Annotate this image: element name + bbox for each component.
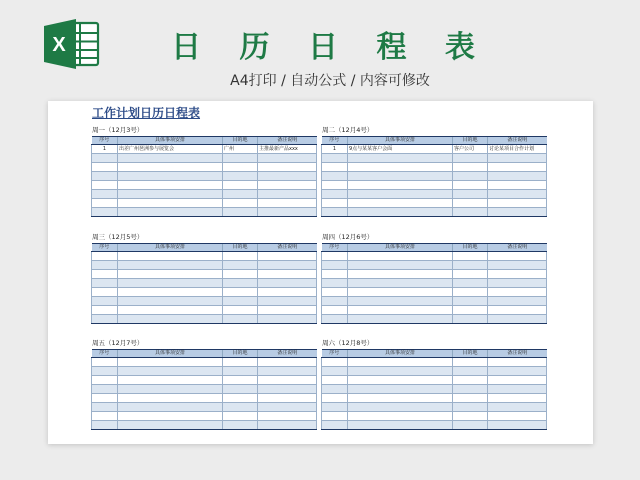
column-header: 备注说明: [488, 137, 547, 145]
table-cell[interactable]: [453, 385, 488, 394]
column-header: 备注说明: [258, 137, 317, 145]
logo-letter: X: [52, 34, 66, 56]
table-cell[interactable]: [348, 154, 453, 163]
table-cell[interactable]: [258, 288, 317, 297]
table-cell[interactable]: [453, 403, 488, 412]
table-cell[interactable]: [258, 279, 317, 288]
table-cell[interactable]: [348, 315, 453, 324]
table-row: [92, 270, 317, 279]
table-cell[interactable]: [322, 403, 348, 412]
schedule-table: [321, 349, 547, 430]
schedule-table: [91, 349, 317, 430]
table-cell[interactable]: [258, 172, 317, 181]
table-cell[interactable]: [348, 367, 453, 376]
table-cell[interactable]: [223, 154, 258, 163]
table-cell[interactable]: [322, 385, 348, 394]
table-cell[interactable]: [322, 421, 348, 430]
table-row: [322, 421, 547, 430]
table-cell[interactable]: [348, 403, 453, 412]
spreadsheet-preview: [48, 101, 593, 444]
table-cell[interactable]: [258, 190, 317, 199]
table-cell[interactable]: [118, 163, 223, 172]
table-row: [322, 163, 547, 172]
schedule-table: [321, 136, 547, 217]
table-cell[interactable]: [118, 154, 223, 163]
table-cell[interactable]: [118, 172, 223, 181]
table-cell[interactable]: [488, 403, 547, 412]
table-row: [92, 172, 317, 181]
table-row: [92, 154, 317, 163]
table-row: [92, 208, 317, 217]
table-cell[interactable]: [488, 199, 547, 208]
table-cell[interactable]: [118, 306, 223, 315]
table-cell[interactable]: [223, 385, 258, 394]
table-row: [92, 412, 317, 421]
table-cell[interactable]: [322, 394, 348, 403]
table-cell[interactable]: [118, 297, 223, 306]
table-cell[interactable]: [223, 403, 258, 412]
table-cell[interactable]: [488, 306, 547, 315]
table-cell[interactable]: 讨论某项目合作计划: [488, 145, 547, 154]
table-cell[interactable]: [223, 199, 258, 208]
table-cell[interactable]: [488, 154, 547, 163]
column-header: 具体事项安排: [348, 350, 453, 358]
table-cell[interactable]: [223, 279, 258, 288]
day-block: [321, 338, 546, 430]
table-cell[interactable]: [92, 421, 118, 430]
table-cell[interactable]: [322, 412, 348, 421]
table-cell[interactable]: [488, 297, 547, 306]
column-header: 序号: [322, 244, 348, 252]
table-cell[interactable]: [348, 288, 453, 297]
column-header: 具体事项安排: [348, 244, 453, 252]
table-cell[interactable]: 9点与某某客户会面: [348, 145, 453, 154]
table-cell[interactable]: [348, 163, 453, 172]
table-cell[interactable]: [92, 190, 118, 199]
table-cell[interactable]: [258, 252, 317, 261]
table-cell[interactable]: [223, 421, 258, 430]
table-cell[interactable]: [258, 403, 317, 412]
table-cell[interactable]: [488, 172, 547, 181]
table-cell[interactable]: [92, 358, 118, 367]
table-cell[interactable]: [223, 261, 258, 270]
table-cell[interactable]: [118, 270, 223, 279]
table-row: [322, 261, 547, 270]
table-row: [92, 403, 317, 412]
table-cell[interactable]: [223, 367, 258, 376]
table-cell[interactable]: [223, 376, 258, 385]
table-cell[interactable]: [348, 412, 453, 421]
table-cell[interactable]: [118, 412, 223, 421]
table-row: [92, 252, 317, 261]
table-row: [322, 154, 547, 163]
table-cell[interactable]: [223, 172, 258, 181]
table-cell[interactable]: [118, 261, 223, 270]
table-cell[interactable]: 主推最新产品xxx: [258, 145, 317, 154]
table-row: [322, 376, 547, 385]
table-cell[interactable]: [348, 421, 453, 430]
table-cell[interactable]: [453, 208, 488, 217]
table-row: [92, 279, 317, 288]
table-row: [92, 261, 317, 270]
table-row: [92, 145, 317, 154]
table-cell[interactable]: [118, 252, 223, 261]
table-cell[interactable]: [453, 358, 488, 367]
table-cell[interactable]: [258, 376, 317, 385]
table-cell[interactable]: [322, 181, 348, 190]
table-cell[interactable]: 出差广州琶洲参与展览会: [118, 145, 223, 154]
table-row: [92, 288, 317, 297]
table-cell[interactable]: [92, 376, 118, 385]
table-cell[interactable]: [223, 208, 258, 217]
table-cell[interactable]: [118, 367, 223, 376]
table-cell[interactable]: [118, 385, 223, 394]
column-header: 序号: [92, 350, 118, 358]
day-label: 周二（12月4号）: [322, 126, 374, 134]
table-cell[interactable]: [92, 288, 118, 297]
table-cell[interactable]: [223, 394, 258, 403]
table-cell[interactable]: [118, 421, 223, 430]
table-cell[interactable]: [223, 358, 258, 367]
table-cell[interactable]: [348, 181, 453, 190]
table-cell[interactable]: [488, 261, 547, 270]
table-row: [322, 385, 547, 394]
table-cell[interactable]: [488, 181, 547, 190]
table-cell[interactable]: [92, 297, 118, 306]
table-cell[interactable]: [348, 279, 453, 288]
schedule-table: [91, 243, 317, 324]
table-cell[interactable]: [223, 181, 258, 190]
table-cell[interactable]: [258, 412, 317, 421]
table-cell[interactable]: [223, 412, 258, 421]
table-cell[interactable]: [453, 367, 488, 376]
table-cell[interactable]: [92, 199, 118, 208]
column-header: 目的地: [223, 244, 258, 252]
day-block: [91, 232, 316, 324]
table-cell[interactable]: [453, 412, 488, 421]
table-cell[interactable]: 1: [322, 145, 348, 154]
table-cell[interactable]: [118, 199, 223, 208]
day-label: 周四（12月6号）: [322, 233, 374, 241]
column-header: 目的地: [453, 244, 488, 252]
table-cell[interactable]: [348, 394, 453, 403]
table-cell[interactable]: [453, 297, 488, 306]
table-cell[interactable]: [348, 190, 453, 199]
day-block: [91, 125, 316, 217]
table-cell[interactable]: [92, 154, 118, 163]
table-cell[interactable]: [488, 412, 547, 421]
table-cell[interactable]: [453, 306, 488, 315]
column-header: 备注说明: [258, 350, 317, 358]
table-cell[interactable]: [453, 261, 488, 270]
table-cell[interactable]: [348, 252, 453, 261]
table-row: [92, 394, 317, 403]
table-cell[interactable]: [118, 315, 223, 324]
table-cell[interactable]: [258, 297, 317, 306]
table-cell[interactable]: [223, 306, 258, 315]
table-cell[interactable]: [223, 270, 258, 279]
column-header: 具体事项安排: [118, 350, 223, 358]
column-header: 序号: [92, 244, 118, 252]
table-cell[interactable]: [488, 315, 547, 324]
table-row: [92, 306, 317, 315]
table-row: [322, 306, 547, 315]
table-cell[interactable]: [258, 367, 317, 376]
table-row: [322, 394, 547, 403]
table-row: [322, 297, 547, 306]
day-label: 周一（12月3号）: [92, 126, 144, 134]
table-cell[interactable]: [92, 394, 118, 403]
table-cell[interactable]: [223, 288, 258, 297]
table-cell[interactable]: [258, 154, 317, 163]
table-cell[interactable]: [453, 279, 488, 288]
table-cell[interactable]: [322, 297, 348, 306]
table-cell[interactable]: [92, 261, 118, 270]
table-cell[interactable]: [453, 252, 488, 261]
table-cell[interactable]: [453, 199, 488, 208]
table-cell[interactable]: [488, 190, 547, 199]
table-cell[interactable]: [322, 252, 348, 261]
table-cell[interactable]: [92, 163, 118, 172]
table-cell[interactable]: [258, 261, 317, 270]
table-cell[interactable]: [92, 315, 118, 324]
table-cell[interactable]: 广州: [223, 145, 258, 154]
table-cell[interactable]: [453, 376, 488, 385]
table-row: [92, 421, 317, 430]
table-row: [322, 358, 547, 367]
table-cell[interactable]: [348, 376, 453, 385]
table-cell[interactable]: [348, 358, 453, 367]
table-cell[interactable]: [453, 270, 488, 279]
column-header: 目的地: [223, 350, 258, 358]
schedule-table: [91, 136, 317, 217]
table-cell[interactable]: [488, 288, 547, 297]
day-label: 周六（12月8号）: [322, 339, 374, 347]
table-cell[interactable]: [258, 306, 317, 315]
table-cell[interactable]: [348, 199, 453, 208]
table-cell[interactable]: [453, 163, 488, 172]
table-row: [92, 315, 317, 324]
table-cell[interactable]: [322, 367, 348, 376]
table-cell[interactable]: [258, 270, 317, 279]
table-cell[interactable]: [118, 279, 223, 288]
column-header: 目的地: [453, 350, 488, 358]
table-row: [92, 199, 317, 208]
table-cell[interactable]: [488, 358, 547, 367]
table-row: [92, 376, 317, 385]
table-cell[interactable]: [118, 288, 223, 297]
table-cell[interactable]: [322, 376, 348, 385]
table-row: [322, 279, 547, 288]
column-header: 具体事项安排: [118, 137, 223, 145]
table-row: [322, 208, 547, 217]
column-header: 备注说明: [488, 350, 547, 358]
table-cell[interactable]: [258, 358, 317, 367]
table-cell[interactable]: [453, 181, 488, 190]
table-row: [92, 385, 317, 394]
table-cell[interactable]: [92, 208, 118, 217]
table-cell[interactable]: [348, 270, 453, 279]
table-row: [322, 412, 547, 421]
table-row: [322, 315, 547, 324]
table-cell[interactable]: [488, 376, 547, 385]
table-row: [322, 367, 547, 376]
column-header: 备注说明: [258, 244, 317, 252]
table-cell[interactable]: [118, 181, 223, 190]
table-cell[interactable]: [258, 199, 317, 208]
table-cell[interactable]: [322, 306, 348, 315]
table-cell[interactable]: [488, 385, 547, 394]
table-row: [322, 199, 547, 208]
table-cell[interactable]: [322, 208, 348, 217]
table-cell[interactable]: [223, 163, 258, 172]
table-cell[interactable]: [488, 421, 547, 430]
table-cell[interactable]: [223, 252, 258, 261]
table-cell[interactable]: [118, 376, 223, 385]
table-cell[interactable]: [223, 297, 258, 306]
column-header: 目的地: [223, 137, 258, 145]
table-cell[interactable]: [453, 288, 488, 297]
table-cell[interactable]: [258, 385, 317, 394]
day-block: [321, 232, 546, 324]
table-cell[interactable]: [453, 394, 488, 403]
column-header: 序号: [322, 350, 348, 358]
table-cell[interactable]: [92, 252, 118, 261]
table-cell[interactable]: [488, 367, 547, 376]
table-cell[interactable]: [488, 279, 547, 288]
column-header: 序号: [322, 137, 348, 145]
schedule-table: [321, 243, 547, 324]
table-cell[interactable]: [118, 208, 223, 217]
table-cell[interactable]: [488, 163, 547, 172]
day-label: 周五（12月7号）: [92, 339, 144, 347]
column-header: 具体事项安排: [348, 137, 453, 145]
table-row: [322, 181, 547, 190]
day-label: 周三（12月5号）: [92, 233, 144, 241]
table-cell[interactable]: [258, 421, 317, 430]
day-block: [91, 338, 316, 430]
table-cell[interactable]: [453, 154, 488, 163]
day-block: [321, 125, 546, 217]
table-cell[interactable]: 1: [92, 145, 118, 154]
table-row: [322, 190, 547, 199]
sheet-title: 工作计划日历日程表: [92, 106, 201, 120]
table-cell[interactable]: [488, 394, 547, 403]
table-cell[interactable]: [322, 279, 348, 288]
table-cell[interactable]: [92, 270, 118, 279]
column-header: 备注说明: [488, 244, 547, 252]
table-row: [322, 172, 547, 181]
table-row: [322, 145, 547, 154]
table-row: [92, 181, 317, 190]
table-row: [92, 367, 317, 376]
table-cell[interactable]: [348, 172, 453, 181]
table-cell[interactable]: [322, 270, 348, 279]
table-row: [92, 358, 317, 367]
table-cell[interactable]: [258, 208, 317, 217]
table-cell[interactable]: [118, 358, 223, 367]
table-cell[interactable]: [223, 190, 258, 199]
table-cell[interactable]: [322, 358, 348, 367]
table-row: [92, 190, 317, 199]
table-row: [92, 163, 317, 172]
table-cell[interactable]: [118, 394, 223, 403]
table-cell[interactable]: [488, 252, 547, 261]
page-title: 日 历 日 程 表: [171, 30, 489, 65]
column-header: 具体事项安排: [118, 244, 223, 252]
table-cell[interactable]: [348, 297, 453, 306]
table-cell[interactable]: [92, 367, 118, 376]
table-cell[interactable]: [92, 172, 118, 181]
table-cell[interactable]: [348, 208, 453, 217]
table-row: [322, 403, 547, 412]
table-cell[interactable]: 客户公司: [453, 145, 488, 154]
table-cell[interactable]: [322, 315, 348, 324]
table-cell[interactable]: [223, 315, 258, 324]
table-cell[interactable]: [118, 190, 223, 199]
table-cell[interactable]: [118, 403, 223, 412]
table-cell[interactable]: [258, 315, 317, 324]
column-header: 目的地: [453, 137, 488, 145]
table-cell[interactable]: [92, 412, 118, 421]
table-cell[interactable]: [322, 163, 348, 172]
table-cell[interactable]: [322, 199, 348, 208]
table-cell[interactable]: [348, 306, 453, 315]
page-subtitle: A4打印 / 自动公式 / 内容可修改: [230, 73, 430, 89]
table-row: [322, 288, 547, 297]
table-cell[interactable]: [453, 315, 488, 324]
table-row: [322, 270, 547, 279]
table-cell[interactable]: [322, 154, 348, 163]
table-cell[interactable]: [92, 279, 118, 288]
table-cell[interactable]: [348, 385, 453, 394]
column-header: 序号: [92, 137, 118, 145]
table-cell[interactable]: [258, 181, 317, 190]
table-cell[interactable]: [258, 394, 317, 403]
table-cell[interactable]: [322, 261, 348, 270]
table-cell[interactable]: [92, 181, 118, 190]
table-cell[interactable]: [258, 163, 317, 172]
table-cell[interactable]: [453, 172, 488, 181]
table-cell[interactable]: [92, 403, 118, 412]
table-cell[interactable]: [322, 172, 348, 181]
table-row: [92, 297, 317, 306]
table-cell[interactable]: [92, 306, 118, 315]
table-cell[interactable]: [488, 270, 547, 279]
table-row: [322, 252, 547, 261]
table-cell[interactable]: [348, 261, 453, 270]
table-cell[interactable]: [92, 385, 118, 394]
table-cell[interactable]: [488, 208, 547, 217]
table-cell[interactable]: [322, 288, 348, 297]
table-cell[interactable]: [453, 421, 488, 430]
table-cell[interactable]: [453, 190, 488, 199]
table-cell[interactable]: [322, 190, 348, 199]
